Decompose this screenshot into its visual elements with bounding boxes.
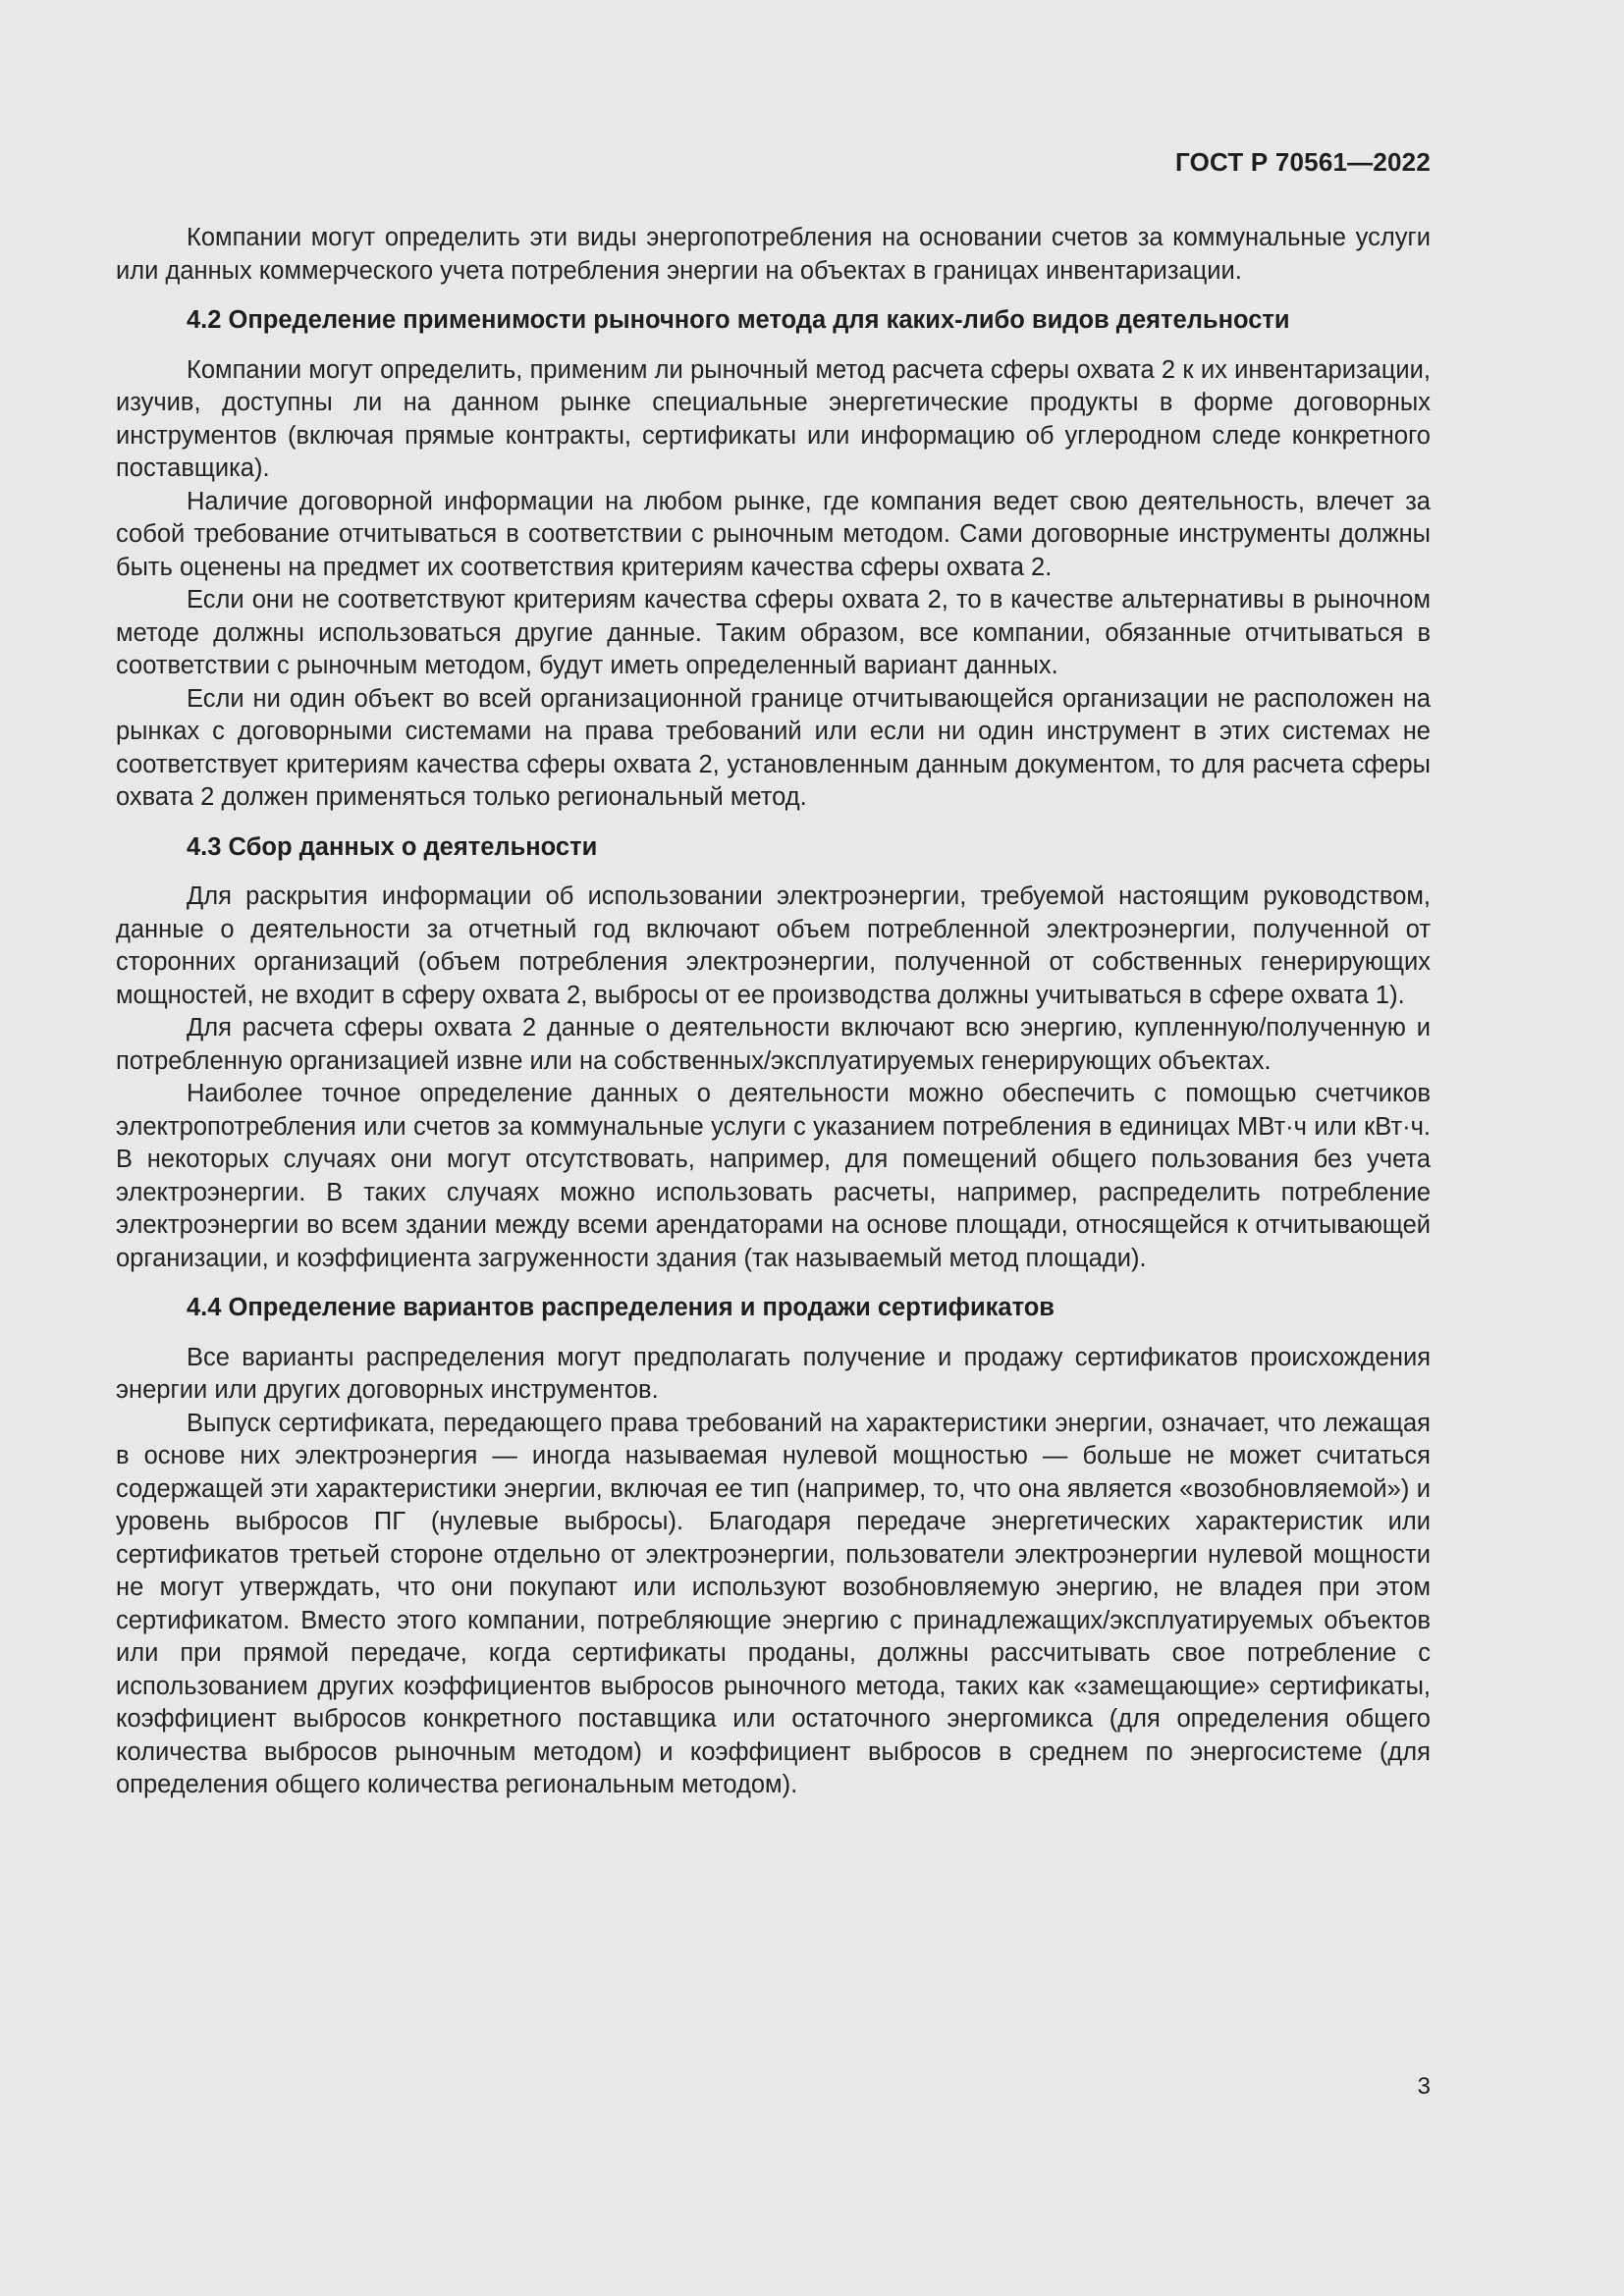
section-heading-4-4: 4.4 Определение вариантов распределения и продажи сертификатов	[187, 1294, 1055, 1321]
standard-code: ГОСТ Р 70561—2022	[1175, 147, 1431, 177]
paragraph-4-3-2: Для расчета сферы охвата 2 данные о деятельности включают всю энергию, купленную/полученную и потребленную организацией извне или на собственных/эксплуатируемых генерирующих объектах.	[116, 1014, 1431, 1075]
paragraph-4-2-1: Компании могут определить, применим ли рыночный метод расчета сферы охвата 2 к их инвентаризации, изучив, доступны ли на данном рынке специальные энергетические продукты в форме договорных инструментов (включая прямые контракты, сертификаты или информацию об углеродном следе конкретного поставщика).	[116, 355, 1431, 482]
page-number: 3	[1417, 2073, 1431, 2100]
paragraph-4-4-2: Выпуск сертификата, передающего права требований на характеристики энергии, означает, что лежащая в основе них электроэнергия — иногда называемая нулевой мощностью — больше не может считаться содержащей эти характеристики энергии, включая ее тип (например, то, что она является «возобновляемой») и уровень выбросов ПГ (нулевые выбросы). Благодаря передаче энергетических характеристик или сертификатов третьей стороне отдельно от электроэнергии, пользователи электроэнергии нулевой мощности не могут утверждать, что они покупают или используют возобновляемую энергию, не владея при этом сертификатом. Вместо этого компании, потребляющие энергию с принадлежащих/эксплуатируемых объектов или при прямой передаче, когда сертификаты проданы, должны рассчитывать свое потребление с использованием других коэффициентов выбросов рыночного метода, таких как «замещающие» сертификаты, коэффициент выбросов конкретного поставщика или остаточного энергомикса (для определения общего количества выбросов рыночным методом) и коэффициент выбросов в среднем по энергосистеме (для определения общего количества региональным методом).	[116, 1409, 1431, 1798]
paragraph-4-2-4: Если ни один объект во всей организационной границе отчитывающейся организации не расположен на рынках с договорными системами на права требований или если ни один инструмент в этих системах не соответствует критериям качества сферы охвата 2, установленным данным документом, то для расчета сферы охвата 2 должен применяться только региональный метод.	[116, 684, 1431, 811]
paragraph-4-3-1: Для раскрытия информации об использовании электроэнергии, требуемой настоящим руководством, данные о деятельности за отчетный год включают объем потребленной электроэнергии, полученной от сторонних организаций (объем потребления электроэнергии, полученной от собственных генерирующих мощностей, не входит в сферу охвата 2, выбросы от ее производства должны учитываться в сфере охвата 1).	[116, 882, 1431, 1009]
section-heading-4-2: 4.2 Определение применимости рыночного метода для каких-либо видов деятельности	[187, 306, 1290, 334]
section-heading-4-3: 4.3 Сбор данных о деятельности	[187, 832, 598, 861]
paragraph-4-3-3: Наиболее точное определение данных о деятельности можно обеспечить с помощью счетчиков электропотребления или счетов за коммунальные услуги с указанием потребления в единицах МВт·ч или кВт·ч. В некоторых случаях они могут отсутствовать, например, для помещений общего пользования без учета электроэнергии. В таких случаях можно использовать расчеты, например, распределить потребление электроэнергии во всем здании между всеми арендаторами на основе площади, относящейся к отчитывающей организации, и коэффициента загруженности здания (так называемый метод площади).	[116, 1080, 1431, 1272]
document-body	[116, 222, 1431, 1802]
paragraph-4-4-1: Все варианты распределения могут предполагать получение и продажу сертификатов происхождения энергии или других договорных инструментов.	[116, 1343, 1431, 1404]
paragraph-4-2-3: Если они не соответствуют критериям качества сферы охвата 2, то в качестве альтернативы в рыночном методе должны использоваться другие данные. Таким образом, все компании, обязанные отчитываться в соответствии с рыночным методом, будут иметь определенный вариант данных.	[116, 586, 1431, 679]
paragraph-intro: Компании могут определить эти виды энергопотребления на основании счетов за коммунальные услуги или данных коммерческого учета потребления энергии на объектах в границах инвентаризации.	[116, 224, 1431, 285]
paragraph-4-2-2: Наличие договорной информации на любом рынке, где компания ведет свою деятельность, влечет за собой требование отчитываться в соответствии с рыночным методом. Сами договорные инструменты должны быть оценены на предмет их соответствия критериям качества сферы охвата 2.	[116, 487, 1431, 581]
